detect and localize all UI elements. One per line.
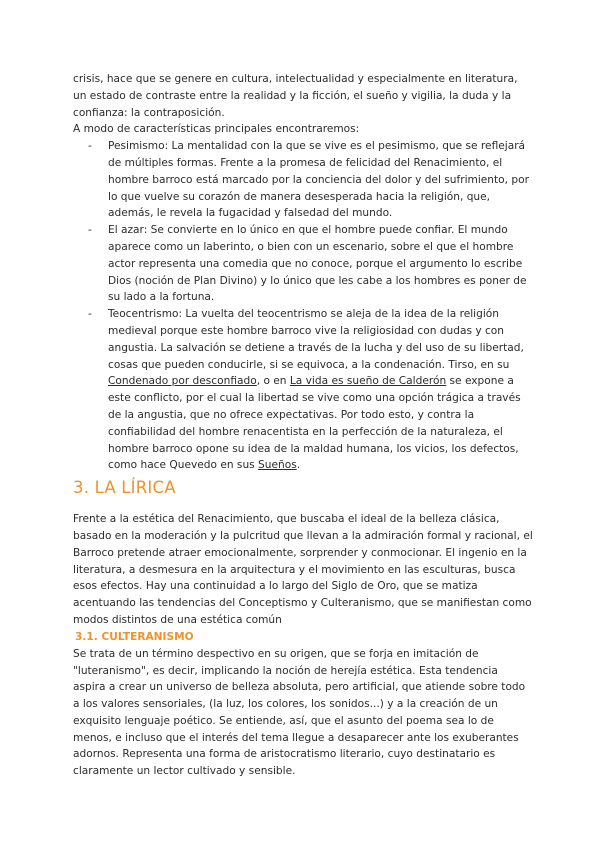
- list-item-pesimismo: [73, 138, 533, 222]
- title-link-vida-es-sueno[interactable]: La vida es sueño de Calderón: [289, 375, 447, 388]
- list-item-azar: [73, 222, 533, 306]
- list-item-teocentrismo: [73, 306, 533, 474]
- item-text-part3: se expone a este conflicto, por el cual la libertad se vive como una opción trágica a través de la angustia, que no ofrece expectativas. Por todo esto, y contra la confiabilidad del hombre renacentista en la perfección de la naturaleza, el hombre barroco opone su idea de la maldad humana, los vicios, los defectos, como hace Quevedo en sus: [108, 375, 521, 472]
- intro-paragraph: crisis, hace que se genere en cultura, intelectualidad y especialmente en literatura, un estado de contraste entre la realidad y la ficción, el sueño y vigilia, la duda y la confianza: la contraposición.: [73, 73, 518, 119]
- section-heading-lirica: 3. LA LÍRICA: [73, 478, 176, 498]
- item-text: El azar: Se convierte en lo único en que el hombre puede confiar. El mundo aparece como un laberinto, o bien con un escenario, sobre el que el hombre actor representa una comedia que no conoce, porque el argumento lo escribe Dios (noción de Plan Divino) y lo único que les cabe a los hombres es poner de su lado a la fortuna.: [108, 224, 527, 304]
- spacer: [73, 500, 533, 511]
- characteristics-list: [73, 138, 533, 474]
- document-page: [73, 71, 533, 780]
- title-link-condenado[interactable]: Condenado por desconfiado: [108, 375, 257, 388]
- item-text: Pesimismo: La mentalidad con la que se vive es el pesimismo, que se reflejará de múltiples formas. Frente a la promesa de felicidad del Renacimiento, el hombre barroco está marcado por la conciencia del dolor y del sufrimiento, por lo que vuelve su corazón de manera desesperada hacia la religión, que, además, le revela la fugacidad y falsedad del mundo.: [108, 140, 529, 220]
- item-text-part2: , o en: [256, 375, 290, 388]
- dash-bullet: -: [88, 140, 92, 153]
- lirica-paragraph: Frente a la estética del Renacimiento, que buscaba el ideal de la belleza clásica, basado en la moderación y la pulcritud que llevan a la admiración formal y racional, el Barroco pretende atraer emocionalmente, sorprender y conmocionar. El ingenio en la literatura, a desmesura en la arquitectura y el movimiento en las esculturas, busca esos efectos. Hay una continuidad a lo largo del Siglo de Oro, que se matiza acentuando las tendencias del Conceptismo y Culteranismo, que se manifiestan como modos distintos de una estética común: [73, 513, 533, 626]
- subsection-heading-culteranismo: 3.1. CULTERANISMO: [75, 630, 194, 643]
- title-link-suenos[interactable]: Sueños: [258, 459, 297, 472]
- dash-bullet: -: [88, 308, 92, 321]
- culteranismo-paragraph: Se trata de un término despectivo en su origen, que se forja en imitación de "luteranismo", es decir, implicando la noción de herejía estética. Esta tendencia aspira a crear un universo de belleza absoluta, pero artificial, que atiende sobre todo a los valores sensoriales, (la luz, los colores, los sonidos...) y a la creación de un exquisito lenguaje poético. Se entiende, así, que el asunto del poema sea lo de menos, e incluso que el interés del tema llegue a desaparecer ante los exuberantes adornos. Representa una forma de aristocratismo literario, cuyo destinatario es claramente un lector cultivado y sensible.: [73, 647, 526, 778]
- list-intro: A modo de características principales encontraremos:: [73, 123, 360, 136]
- item-text-part1: Teocentrismo: La vuelta del teocentrismo se aleja de la idea de la religión medieval porque este hombre barroco vive la religiosidad con dudas y con angustia. La salvación se detiene a través de la lucha y del uso de su libertad, cosas que pueden conducirle, si se equivoca, a la condenación. Tirso, en su: [108, 308, 524, 371]
- item-text-part4: .: [296, 459, 301, 472]
- dash-bullet: -: [88, 224, 92, 237]
